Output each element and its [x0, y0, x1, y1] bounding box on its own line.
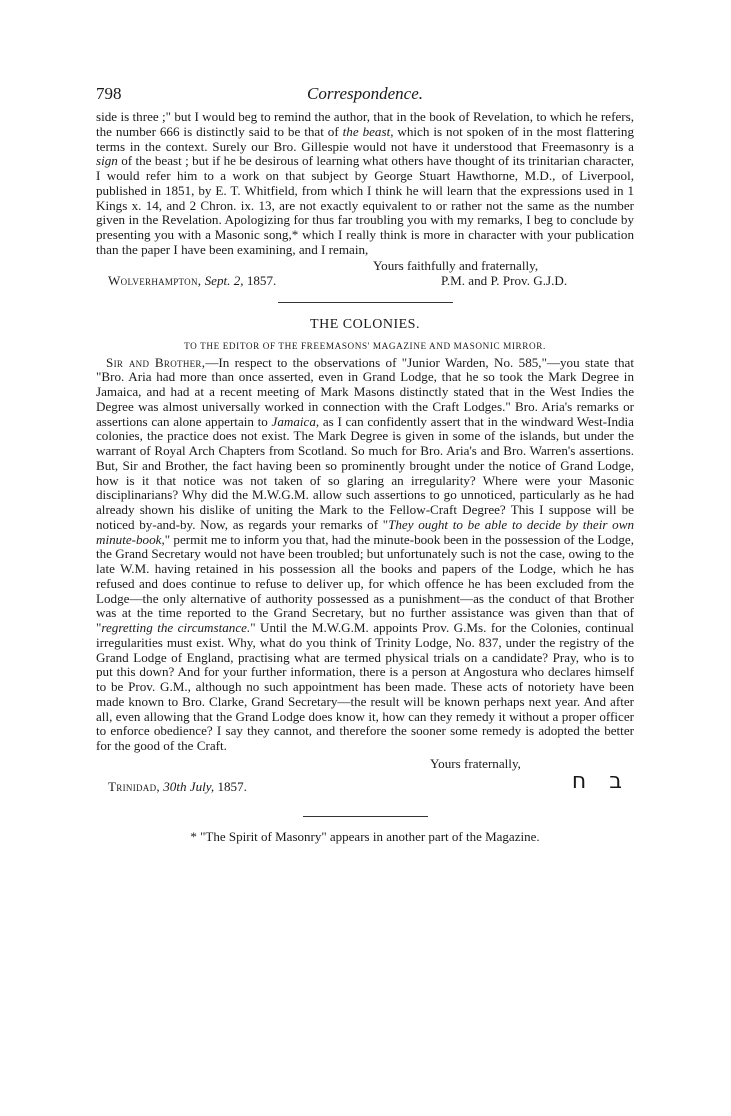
page-number: 798 [96, 84, 122, 103]
letter1-signature: P.M. and P. Prov. G.J.D. [441, 272, 568, 288]
footnote-divider [303, 816, 428, 817]
running-title: Correspondence. [307, 84, 423, 103]
footnote: * "The Spirit of Masonry" appears in another part of the Magazine. [190, 828, 540, 844]
section-divider [278, 302, 453, 303]
letter2-signature: ב ח [571, 768, 630, 794]
letter1-dateline [96, 273, 634, 288]
page [96, 84, 634, 845]
page-header [96, 84, 634, 110]
letter2-closing-row [96, 756, 634, 771]
letter1-body: side is three ;" but I would beg to remind the author, that in the book of Revelation, to which he refers, the number 666 is distinctly said to be that of the beast, which is not spoken of in the most flattering terms in the context. Surely our Bro. Gillespie would not have it understood that Freemasonry is a sign of the beast ; but if he be desirous of learning what others have thought of its trinitarian character, I would refer him to a work on that subject by George Stuart Hawthorne, M.D., of Liverpool, published in 1851, by E. T. Whitfield, from which I think he will learn that the expressions used in 1 Kings x. 14, and 2 Chron. ix. 13, are not exactly equivalent to or rather not the same as the number given in the Revelation. Apologizing for thus far troubling you with my remarks, I beg to conclude by presenting you with a Masonic song,* which I really think is more in character with your publication than the paper I have been examining, and I remain, [96, 109, 634, 257]
salutation: Sir and Brother, [106, 354, 206, 370]
letter2-closing: Yours fraternally, [430, 755, 521, 771]
letter2-body: Sir and Brother,—In respect to the observations of "Junior Warden, No. 585,"—you state that "Bro. Aria had more than once asserted, even in Grand Lodge, that he so took the Mark Degree in Jamaica, and had at a recent meeting of Mark Masons distinctly stated that in the West Indies the Degree was almost universally worked in connection with the Craft Lodges." Bro. Aria's remarks or assertions can alone appertain to Jamaica, as I can confidently assert that in the windward West-India colonies, the practice does not exist. The Mark Degree is given in some of the islands, but under the warrant of Royal Arch Chapters from Scotland. So much for Bro. Aria's and Bro. Warren's assertions. But, Sir and Brother, the fact having been so prominently brought under the notice of Grand Lodge, how is it that notice was not taken of so glaring an irregularity? Where were your Masonic disciplinarians? Why did the M.W.G.M. allow such assertions to go unnoticed, particularly as he had already shown his dislike of uniting the Mark to the Fellow-Craft Degree? This I suppose will be noticed by-and-by. Now, as regards your remarks of "They ought to be able to decide by their own minute-book," permit me to inform you that, had the minute-book been in the possession of the Lodge, the Grand Secretary would not have been troubled; but unfortunately such is not the case, owing to the late W.M. having retained in his possession all the books and papers of the Lodge, which he has refused and does continue to refuse to deliver up, for which offence he has been excluded from the Lodge—the only alternative of authority possessed as a punishment—as the conduct of that Brother was at the time reported to the Grand Secretary, but no further assistance was given than that of "regretting the circumstance." Until the M.W.G.M. appoints Prov. G.Ms. for the Colonies, continual irregularities must exist. Why, what do you think of Trinity Lodge, No. 837, under the registry of the Grand Lodge of England, practising what are termed physical trials on a candidate? Pray, who is to put this down? And for your further information, there is a person at Angostura who declares himself to be Prov. G.M., although no such appointment has been made. These acts of notoriety have been made known to Bro. Clarke, Grand Secretary—the result will be known perhaps next year. And after all, even allowing that the Grand Lodge does know it, how can they remedy it without a proper officer to enforce obedience? I say they cannot, and therefore the sooner some remedy is adopted the better for the good of the Craft. [96, 354, 634, 753]
letter1-closing-row [96, 258, 634, 273]
letter1-place-date: Wolverhampton, Sept. 2, 1857. [108, 272, 277, 288]
letter2-dateline [96, 768, 634, 794]
to-editor-line: TO THE EDITOR OF THE FREEMASONS' MAGAZINE AND MASONIC MIRROR. [184, 340, 546, 351]
letter2-place-date: Trinidad, 30th July, 1857. [108, 778, 247, 794]
article-heading: THE COLONIES. [310, 316, 420, 332]
letter1-closing: Yours faithfully and fraternally, [373, 257, 539, 273]
